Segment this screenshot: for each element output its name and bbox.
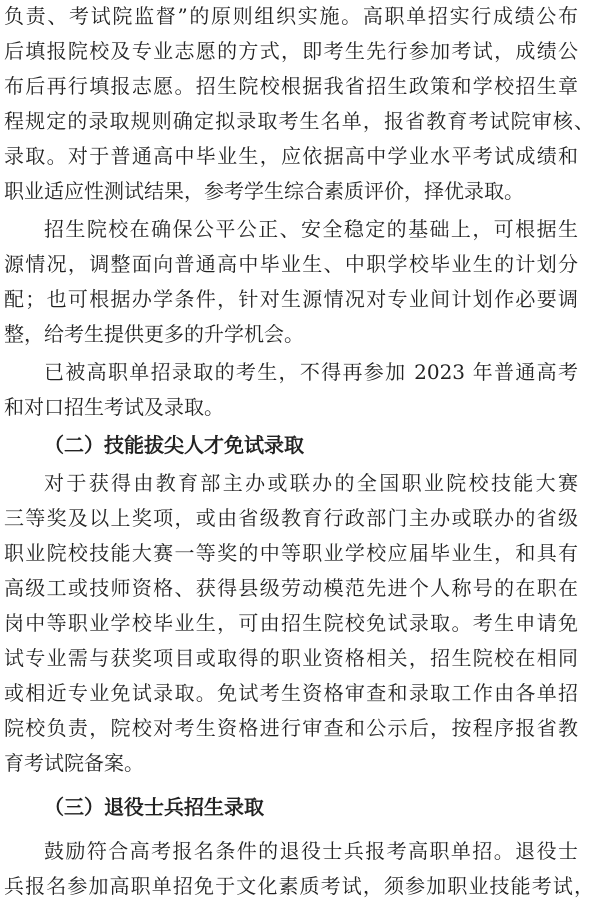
- text-line: 或相近专业免试录取。免试考生资格审查和录取工作由各单招: [4, 681, 578, 705]
- section-heading: （二）技能拔尖人才免试录取: [44, 433, 304, 457]
- text-line: 配；也可根据办学条件，针对生源情况对专业间计划作必要调: [4, 287, 578, 311]
- section-heading: （三）退役士兵招生录取: [44, 795, 264, 819]
- text-line: 鼓励符合高考报名条件的退役士兵报考高职单招。退役士: [44, 839, 578, 863]
- text-line: 岗中等职业学校毕业生，可由招生院校免试录取。考生申请免: [4, 611, 578, 635]
- text-line: 整，给考生提供更多的升学机会。: [4, 322, 304, 346]
- text-line: 源情况，调整面向普通高中毕业生、中职学校毕业生的计划分: [4, 252, 578, 276]
- text-line: 兵报名参加高职单招免于文化素质考试，须参加职业技能考试，: [4, 874, 594, 898]
- text-line: 负责、考试院监督”的原则组织实施。高职单招实行成绩公布: [4, 4, 578, 28]
- text-line: 后填报院校及专业志愿的方式，即考生先行参加考试，成绩公: [4, 39, 578, 63]
- text-line: 院校负责，院校对考生资格进行审查和公示后，按程序报省教: [4, 716, 578, 740]
- text-line: 布后再行填报志愿。招生院校根据我省招生政策和学校招生章: [4, 74, 578, 98]
- text-line: 试专业需与获奖项目或取得的职业资格相关，招生院校在相同: [4, 646, 578, 670]
- text-line: 招生院校在确保公平公正、安全稳定的基础上，可根据生: [44, 217, 578, 241]
- text-line: 三等奖及以上奖项，或由省级教育行政部门主办或联办的省级: [4, 506, 578, 530]
- text-line: 职业院校技能大赛一等奖的中等职业学校应届毕业生，和具有: [4, 541, 578, 565]
- text-line: 程规定的录取规则确定拟录取考生名单，报省教育考试院审核、: [4, 109, 594, 133]
- text-line: 高级工或技师资格、获得县级劳动模范先进个人称号的在职在: [4, 576, 578, 600]
- text-line: 对于获得由教育部主办或联办的全国职业院校技能大赛: [44, 471, 578, 495]
- text-line: 录取。对于普通高中毕业生，应依据高中学业水平考试成绩和: [4, 144, 578, 168]
- text-line: 育考试院备案。: [4, 751, 144, 775]
- text-line: 和对口招生考试及录取。: [4, 395, 224, 419]
- text-line: 已被高职单招录取的考生，不得再参加 2023 年普通高考: [44, 360, 578, 384]
- text-line: 职业适应性测试结果，参考学生综合素质评价，择优录取。: [4, 179, 524, 203]
